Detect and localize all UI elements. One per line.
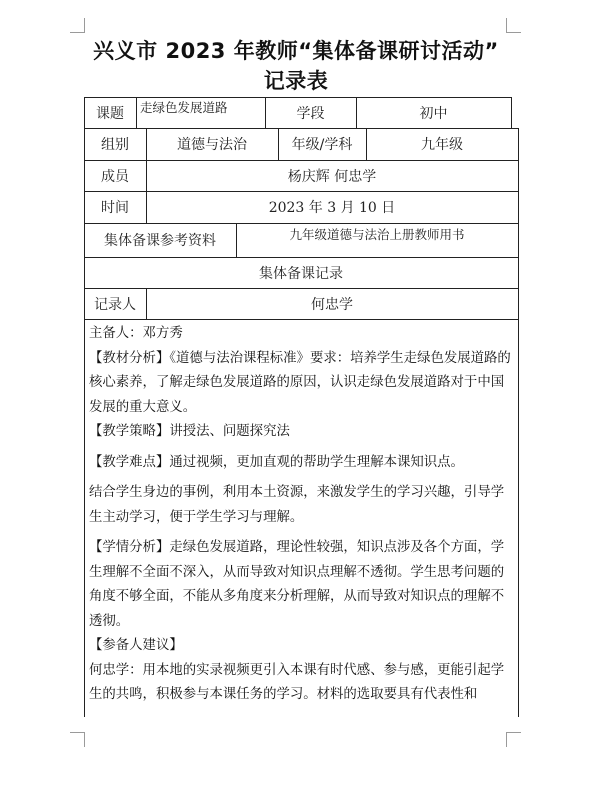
teaching-approach: 结合学生身边的事例，利用本土资源，来激发学生的学习兴趣，引导学生主动学习，便于学生学习与理解。 [89,485,505,525]
time-value: 2023 年 3 月 10 日 [268,200,396,216]
host-line: 主备人：邓方秀 [89,326,183,341]
crop-mark-top-right [506,18,521,33]
teaching-difficulty: 【教学难点】通过视频，更加直观的帮助学生理解本课知识点。 [89,454,464,470]
material-analysis: 【教材分析】《道德与法治课程标准》要求：培养学生走绿色发展道路的核心素养，了解走绿色发展道路的原因，认识走绿色发展道路对于中国发展的重大意义。 [89,350,511,415]
stage-value: 初中 [419,105,448,122]
document-title: 兴义市 2023 年教师“集体备课研讨活动” [93,39,499,63]
crop-mark-bottom-left [70,732,85,747]
document-title-line2: 记录表 [263,69,329,93]
stage-label: 学段 [296,105,325,122]
members-value: 杨庆辉 何忠学 [287,168,377,185]
suggestion-heading: 【参备人建议】 [89,638,183,653]
recorder-label: 记录人 [94,296,136,313]
topic-value: 走绿色发展道路 [140,100,228,115]
recorder-value: 何忠学 [311,296,353,313]
topic-label: 课题 [96,105,124,122]
record-heading: 集体备课记录 [259,265,343,282]
learner-analysis: 【学情分析】走绿色发展道路，理论性较强，知识点涉及各个方面，学生理解不全面不深入，从而导致对知识点理解不透彻。学生思考问题的角度不够全面，不能从多角度来分析理解，从而导致对知识点的理解不透彻。 [89,540,505,629]
table-line [511,97,512,128]
suggestion-text: 何忠学：用本地的实录视频更引入本课有时代感、参与感，更能引起学生的共鸣，积极参与本课任务的学习。材料的选取要具有代表性和 [89,662,505,702]
table-line [84,319,518,320]
grade-subject-value: 九年级 [421,137,463,153]
reference-value: 九年级道德与法治上册教师用书 [289,227,465,242]
group-value: 道德与法治 [177,137,247,153]
crop-mark-top-left [70,18,85,33]
record-content [89,322,515,708]
reference-label: 集体备课参考资料 [104,233,216,249]
time-label: 时间 [101,200,129,216]
group-label: 组别 [101,137,129,153]
table-line [518,128,519,717]
grade-subject-label: 年级/学科 [291,137,353,153]
teaching-strategy: 【教学策略】讲授法、问题探究法 [89,424,290,439]
crop-mark-bottom-right [506,732,521,747]
members-label: 成员 [101,168,129,185]
